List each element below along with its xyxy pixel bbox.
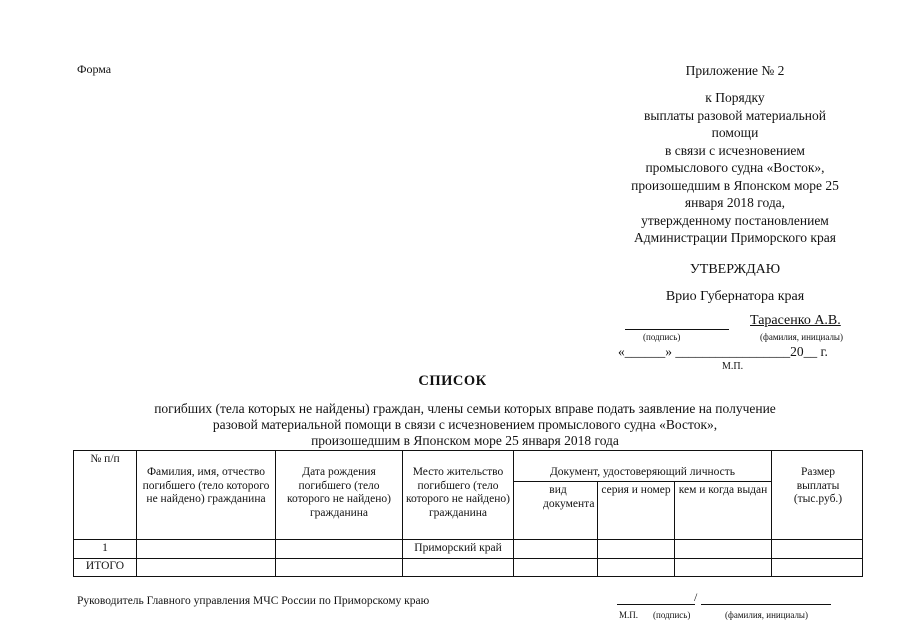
subtitle-line: разовой материальной помощи в связи с исчезновением промыслового судна «Восток», <box>212 417 718 432</box>
approval-title: УТВЕРЖДАЮ <box>689 262 781 277</box>
table-col-line <box>674 481 675 577</box>
table-col-line <box>136 450 137 577</box>
footer-name-caption: (фамилия, инициалы) <box>725 610 808 620</box>
annex-line: выплаты разовой материальной <box>644 107 826 123</box>
header-document-group: Документ, удостоверяющий личность <box>549 466 736 478</box>
header-name: Фамилия, имя, отчество погибшего (тело которого не найдено) гражданина <box>142 466 270 505</box>
annex-body <box>600 89 870 247</box>
form-label: Форма <box>77 62 112 76</box>
approval-signature-caption: (подпись) <box>643 332 681 342</box>
annex-line: промыслового судна «Восток», <box>645 160 825 175</box>
annex-line: Администрации Приморского края <box>634 230 836 245</box>
footer-name-line <box>701 604 831 605</box>
table-col-line <box>862 450 863 577</box>
header-payment: Размер выплаты (тыс.руб.) <box>793 466 843 505</box>
table-row-divider <box>73 558 863 559</box>
table-col-line <box>513 450 514 577</box>
document-subtitle <box>80 401 850 449</box>
victims-table <box>73 450 863 577</box>
row-residence: Приморский край <box>414 542 502 554</box>
table-doc-group-divider <box>513 481 771 482</box>
table-col-line <box>771 450 772 577</box>
header-doc-issued: кем и когда выдан <box>678 484 768 496</box>
document-title: СПИСОК <box>418 373 487 389</box>
table-col-line <box>73 450 74 577</box>
approval-seal: М.П. <box>722 361 744 372</box>
annex-line: в связи с исчезновением <box>665 142 805 158</box>
header-doc-series: серия и номер <box>601 484 671 496</box>
total-label: ИТОГО <box>85 560 125 572</box>
annex-line: января 2018 года, <box>684 195 786 210</box>
header-residence: Место жительство погибшего (тело которого не найдено) гражданина <box>405 466 511 519</box>
annex-line: произошедшим в Японском море 25 <box>631 177 839 193</box>
footer-signature-line <box>617 604 695 605</box>
row-num: 1 <box>102 542 108 554</box>
table-border-bottom <box>73 576 863 577</box>
annex-line: помощи <box>711 125 759 140</box>
approval-date-line: «______» _________________20__ г. <box>618 344 828 359</box>
annex-line: к Порядку <box>705 90 765 105</box>
table-col-line <box>597 481 598 577</box>
header-birth: Дата рождения погибшего (тело которого не найдено) гражданина <box>286 466 392 519</box>
approval-name-caption: (фамилия, инициалы) <box>760 332 843 342</box>
approval-position: Врио Губернатора края <box>665 289 805 304</box>
annex-line: утвержденному постановлением <box>641 212 829 228</box>
approval-name: Тарасенко А.В. <box>750 313 841 328</box>
footer-signature-caption: (подпись) <box>653 610 691 620</box>
annex-title: Приложение № 2 <box>685 63 785 78</box>
footer-signatory: Руководитель Главного управления МЧС России по Приморскому краю <box>77 595 430 607</box>
approval-signature-line <box>625 328 729 330</box>
table-border-top <box>73 450 863 451</box>
table-col-line <box>402 450 403 577</box>
header-num: № п/п <box>90 453 120 465</box>
header-doc-type: вид документа <box>543 484 595 510</box>
footer-slash: / <box>694 590 698 604</box>
table-header-bottom <box>73 539 863 540</box>
subtitle-line: произошедшим в Японском море 25 января 2018 года <box>311 433 619 448</box>
subtitle-line: погибших (тела которых не найдены) граждан, члены семьи которых вправе подать заявление на получение <box>154 401 776 416</box>
table-col-line <box>275 450 276 577</box>
footer-seal: М.П. <box>619 610 639 620</box>
